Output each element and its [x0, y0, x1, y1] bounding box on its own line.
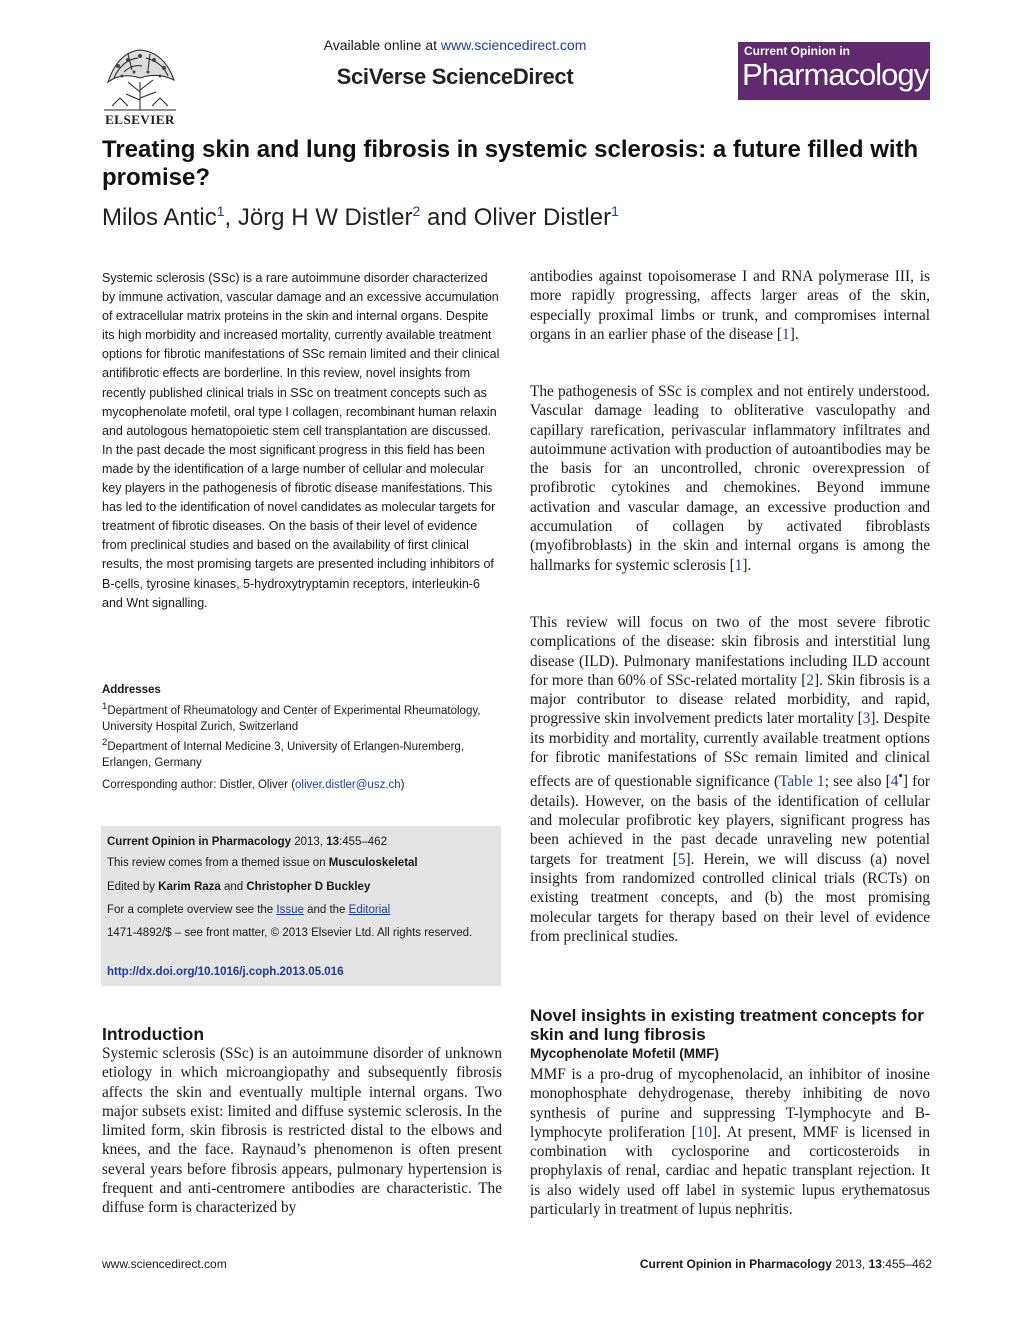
info-overview-and: and the: [303, 904, 349, 916]
body-paragraph: [530, 613, 930, 946]
info-overview: [107, 902, 495, 918]
citation-link[interactable]: 3: [862, 710, 871, 728]
introduction-paragraph: Systemic sclerosis (SSc) is an autoimmune disorder of unknown etiology in which microangiopathy and subsequently fibrosis affects the skin and eventually multiple internal organs. Two major subsets exist: limited and diffuse systemic sclerosis. In the limited form, skin fibrosis is restricted distal to the elbows and knees, and the face. Raynaud’s phenomenon is often present several years before fibrosis appears, pulmonary hypertension is frequent and anti-centromere antibodies are characteristic. The diffuse form is characterized by: [102, 1045, 502, 1217]
info-pages: :455–462: [339, 836, 387, 848]
author-email-link[interactable]: oliver.distler@usz.ch: [295, 779, 401, 791]
citation-link[interactable]: 1: [734, 556, 743, 574]
journal-logo: [738, 42, 930, 100]
text-span: ; see also [: [824, 773, 891, 791]
author-separator: and: [420, 204, 474, 231]
editorial-link[interactable]: Editorial: [348, 904, 391, 916]
address-item: [102, 699, 502, 735]
text-span: ]. Skin fibrosis is a major contributor to disease related morbidity, and rapid, progressive skin involvement predicts later mortality [: [530, 671, 930, 728]
footer-website: www.sciencedirect.com: [102, 1257, 227, 1271]
info-editors: [107, 879, 495, 895]
body-paragraph: [530, 382, 930, 575]
address-number: 2: [102, 736, 108, 748]
address-text: Department of Internal Medicine 3, University of Erlangen-Nuremberg, Erlangen, Germany: [102, 740, 464, 769]
addresses: [102, 682, 502, 771]
citation-star: •: [898, 769, 903, 784]
article-info-box: [101, 826, 501, 986]
journal-logo-small: Current Opinion in: [744, 44, 850, 58]
text-span: This review will focus on two of the most severe fibrotic complications of the disease: skin fibrosis and interstitial lung disease (ILD). Pulmonary manifestations including ILD account for more than 60% of SSc-related mortality [: [530, 614, 930, 689]
corresponding-prefix: Corresponding author: Distler, Oliver (: [102, 779, 296, 791]
footer-volume: 13: [868, 1257, 882, 1271]
info-theme: [107, 855, 495, 871]
corresponding-suffix: ): [400, 779, 405, 791]
footer-journal: Current Opinion in Pharmacology: [639, 1257, 832, 1271]
text-span: ]. At present, MMF is licensed in combination with cyclosporine and corticosteroids in prophylaxis of renal, cardiac and hepatic transplant rejection. It is also widely used off label in systemic lupus erythematosus particularly in treatment of lupus nephritis.: [530, 1123, 931, 1219]
available-prefix: Available online at: [323, 37, 441, 53]
footer-pages: :455–462: [881, 1257, 932, 1271]
footer-year: 2013,: [831, 1257, 869, 1271]
info-overview-prefix: For a complete overview see the: [107, 904, 277, 916]
citation-link[interactable]: 1: [782, 325, 790, 343]
info-volume: 13: [326, 836, 339, 848]
text-span: ]. Herein, we will discuss (a) novel insights from randomized controlled clinical trials (RCTs) on existing treatment concepts, and (b) the most promising molecular targets for therapy based on their level of evidence from preclinical studies.: [530, 850, 930, 945]
text-span: antibodies against topoisomerase I and RNA polymerase III, is more rapidly progressing, affects larger areas of the skin, especially proximal limbs or trunk, and compromises internal organs in an earlier phase of the disease [: [530, 268, 930, 343]
author-affiliation[interactable]: 2: [412, 203, 421, 219]
info-editor: Karim Raza: [158, 881, 221, 893]
available-online: [300, 37, 610, 53]
author-separator: ,: [224, 204, 238, 231]
info-issn: 1471-4892/$ – see front matter, © 2013 Elsevier Ltd. All rights reserved.: [107, 927, 473, 939]
author-name: Oliver Distler: [473, 204, 612, 231]
info-editor: Christopher D Buckley: [246, 881, 371, 893]
issue-link[interactable]: Issue: [276, 904, 304, 916]
info-theme-name: Musculoskeletal: [328, 857, 418, 869]
journal-logo-big: Pharmacology: [742, 57, 929, 92]
author-name: Jörg H W Distler: [237, 204, 413, 231]
body-paragraph: [530, 267, 930, 344]
info-theme-prefix: This review comes from a themed issue on: [107, 857, 329, 869]
citation-link[interactable]: 5: [677, 850, 686, 868]
citation-link[interactable]: 4: [890, 773, 899, 791]
address-text: Department of Rheumatology and Center of Experimental Rheumatology, University Hospital Zurich, Switzerland: [102, 704, 481, 733]
body-paragraph: [530, 1065, 930, 1219]
author-affiliation[interactable]: 1: [216, 203, 225, 219]
addresses-heading: Addresses: [102, 684, 161, 696]
footer-citation: [560, 1257, 932, 1271]
address-number: 1: [102, 701, 108, 712]
author-name: Milos Antic: [102, 204, 217, 231]
table-link[interactable]: Table 1: [779, 773, 825, 791]
sciencedirect-link[interactable]: www.sciencedirect.com: [440, 37, 587, 53]
text-span: The pathogenesis of SSc is complex and not entirely understood. Vascular damage leading to obliterative vasculopathy and capillary rarefication, perivascular inflammatory infiltrates and autoimmune activation with production of autoantibodies may be the basis for an uncontrolled, chronic overexpression of profibrotic cytokines and chemokines. Beyond immune activation and vascular damage, an excessive production and accumulation of collagen by activated fibroblasts (myofibroblasts) in the skin and internal organs is among the hallmarks for systemic sclerosis [: [530, 383, 930, 574]
introduction-heading: Introduction: [102, 1024, 205, 1044]
text-span: MMF is a pro-drug of mycophenolacid, an inhibitor of inosine monophosphate dehydrogenase, thereby inhibiting de novo synthesis of purine and suppressing T-lymphocyte and B-lymphocyte proliferation [: [530, 1066, 930, 1141]
text-span: ]. Despite its morbidity and mortality, currently available treatment options for fibrotic manifestations of SSc remain limited and clinical effects are of questionable significance (: [530, 710, 930, 791]
platform-name: SciVerse ScienceDirect: [336, 64, 574, 89]
info-edited-prefix: Edited by: [107, 881, 159, 893]
address-item: [102, 735, 502, 771]
subsection-heading: Mycophenolate Mofetil (MMF): [530, 1046, 719, 1061]
doi-link[interactable]: http://dx.doi.org/10.1016/j.coph.2013.05.016: [107, 966, 344, 978]
article-title: Treating skin and lung fibrosis in systemic sclerosis: a future filled with promise?: [102, 136, 919, 191]
info-year: 2013,: [291, 836, 327, 848]
citation-link[interactable]: 2: [806, 671, 814, 689]
abstract: Systemic sclerosis (SSc) is a rare autoimmune disorder characterized by immune activation, vascular damage and an excessive accumulation of extracellular matrix proteins in the skin and internal organs. Despite its high morbidity and increased mortality, currently available treatment options for fibrotic manifestations of SSc remain limited and their clinical antifibrotic effects are borderline. In this review, novel insights from recently published clinical trials in SSc on treatment concepts such as mycophenolate mofetil, oral type I collagen, recombinant human relaxin and autologous hematopoietic stem cell transplantation are discussed. In the past decade the most significant progress in this field has been made by the identification of a large number of cellular and molecular key players in the pathogenesis of fibrotic disease manifestations. This has led to the identification of novel candidates as molecular targets for treatment of fibrotic diseases. On the basis of their level of evidence from preclinical studies and based on the availability of first clinical results, the most promising targets are presented including inhibitors of B-cells, tyrosine kinases, 5-hydroxytryptamin receptors, interleukin-6 and Wnt signalling.: [102, 271, 500, 610]
info-edited-and: and: [220, 881, 247, 893]
author-affiliation[interactable]: 1: [611, 203, 619, 219]
corresponding-author: [102, 777, 502, 793]
text-span: ].: [742, 556, 752, 574]
info-citation: [107, 834, 495, 850]
text-span: ] for details). However, on the basis of the identification of cellular and molecular profibrotic key players, significant progress has been achieved in the past decade unraveling new potential targets for treatment [: [530, 773, 931, 868]
info-journal: Current Opinion in Pharmacology: [107, 836, 292, 848]
author-list: [102, 196, 932, 233]
info-doi-row: [107, 964, 495, 980]
section-heading: Novel insights in existing treatment concepts for skin and lung fibrosis: [530, 1006, 924, 1044]
citation-link[interactable]: 10: [696, 1123, 712, 1141]
publisher-name: ELSEVIER: [105, 112, 175, 127]
text-span: ].: [789, 325, 799, 343]
